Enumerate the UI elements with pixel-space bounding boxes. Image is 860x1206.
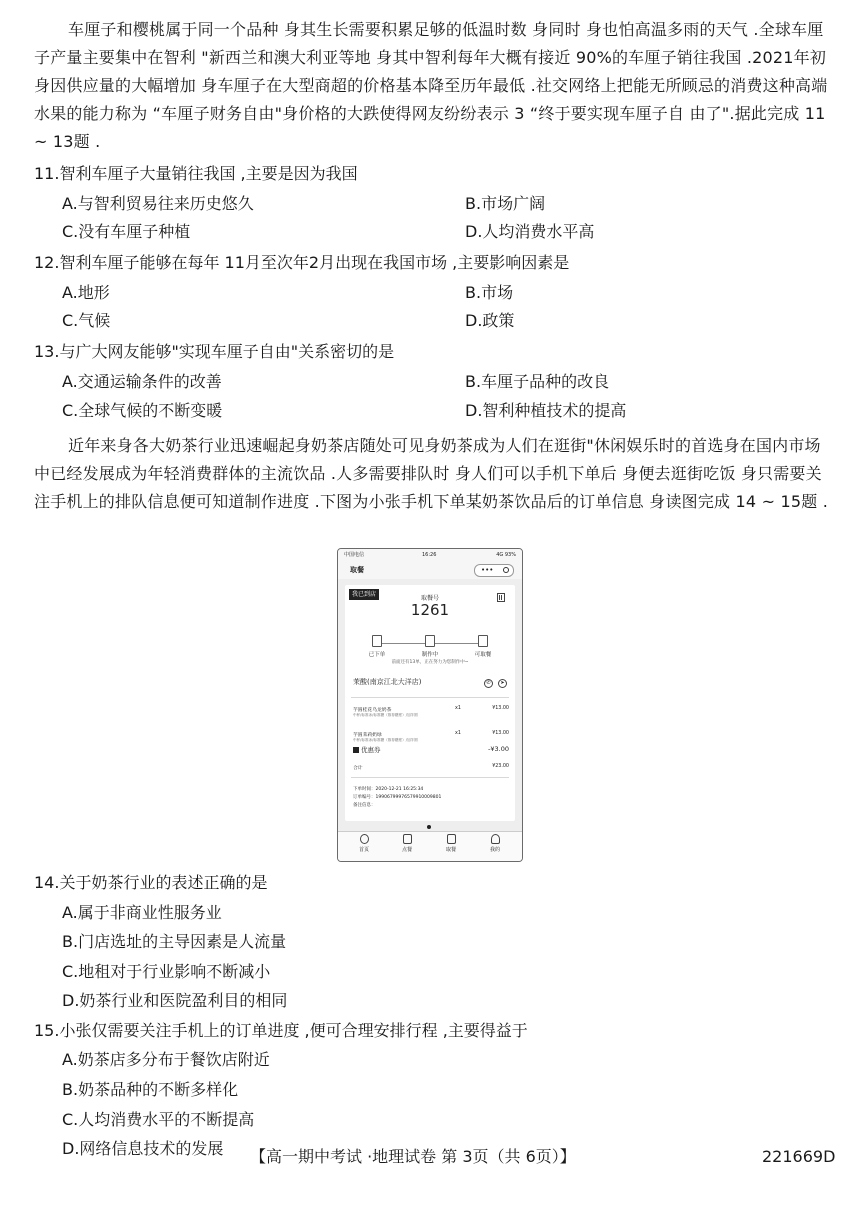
question-11-option-d: D.人均消费水平高: [465, 222, 595, 241]
tab-order-label: 点餐: [401, 847, 412, 853]
tab-me-label: 我的: [489, 847, 500, 853]
question-14-option-a: A.属于非商业性服务业: [62, 903, 222, 922]
making-icon: [425, 635, 435, 647]
question-11-stem: 11.智利车厘子大量销往我国 ,主要是因为我国: [34, 164, 358, 183]
total-value: ¥23.00: [492, 764, 509, 769]
store-name: 茉酸(南京江北大洋店): [353, 678, 422, 686]
step-ready-label: 可取餐: [474, 652, 492, 658]
item-1-options: 中杯/标准冰/标准糖（推荐糖度）/加芋圆: [353, 713, 418, 717]
question-12-option-d: D.政策: [465, 311, 515, 330]
more-icon[interactable]: •••: [481, 566, 494, 574]
close-circle-icon[interactable]: [503, 567, 509, 573]
item-1-price: ¥13.00: [492, 706, 509, 711]
divider: [351, 697, 509, 698]
order-time: 下单时间：2020-12-21 16:25:34: [353, 787, 424, 792]
page-indicator-dot: [427, 825, 431, 829]
nav-title: 取餐: [350, 566, 364, 574]
arrived-badge[interactable]: 我已到店: [349, 589, 379, 600]
order-number: 订单编号：19906799976579910009801: [353, 795, 442, 800]
phone-order-screenshot: [337, 548, 523, 862]
total-label: 合计: [353, 766, 363, 771]
phone-call-icon[interactable]: ✆: [484, 679, 493, 688]
question-11-option-a: A.与智利贸易往来历史悠久: [62, 194, 254, 213]
mini-program-capsule[interactable]: [474, 564, 514, 577]
step-making-label: 制作中: [421, 652, 439, 658]
coupon-icon: [353, 747, 359, 753]
question-13-option-d: D.智利种植技术的提高: [465, 401, 627, 420]
passage-milk-tea: 近年来身各大奶茶行业迅速崛起身奶茶店随处可见身奶茶成为人们在逛街"休闲娱乐时的首选身在国内市场中已经发展成为年轻消费群体的主流饮品 .人多需要排队时 身人们可以手机下单后 身便去逛街吃饭 身只需要关注手机上的排队信息便可知道制作进度 .下图为小张手机下单某奶茶饮品后的订单信息 身读图完成 14 ~ 15题 .: [34, 436, 829, 511]
user-icon: [491, 834, 500, 844]
coupon-row: [353, 745, 381, 754]
order-card: [345, 585, 515, 821]
question-13-option-b: B.车厘子品种的改良: [465, 372, 610, 391]
status-time: 16:26: [422, 552, 437, 558]
pickup-number: 1261: [410, 601, 450, 619]
phone-status-bar: [338, 549, 522, 561]
question-15-option-c: C.人均消费水平的不断提高: [62, 1110, 255, 1129]
question-15-option-b: B.奶茶品种的不断多样化: [62, 1080, 239, 1099]
tab-home-label: 首页: [358, 847, 369, 853]
pickup-label: 取餐号: [420, 595, 439, 602]
question-12-option-a: A.地形: [62, 283, 110, 302]
divider: [351, 777, 509, 778]
question-12-stem: 12.智利车厘子能够在每年 11月至次年2月出现在我国市场 ,主要影响因素是: [34, 253, 570, 272]
question-12-option-c: C.气候: [62, 311, 111, 330]
tab-home[interactable]: [344, 834, 384, 853]
tab-order[interactable]: [387, 834, 427, 853]
item-1-qty: x1: [455, 706, 461, 711]
question-13-stem: 13.与广大网友能够"实现车厘子自由"关系密切的是: [34, 342, 395, 361]
passage-cherries: 车厘子和樱桃属于同一个品种 身其生长需要积累足够的低温时数 身同时 身也怕高温多雨的天气 .全球车厘子产量主要集中在智利 "新西兰和澳大利亚等地 身其中智利每年大概有接近 90%的车厘子销往我国 .2021年初 身因供应量的大幅增加 身车厘子在大型商超的价格基本降至历年最低 .社交网络上把能无所顾忌的消费这种高端水果的能力称为 “车厘子财务自由"身价格的大跌使得网友纷纷表示 3 “终于要实现车厘子自 由了".据此完成 11 ~ 13题 .: [34, 20, 828, 151]
tab-pickup[interactable]: [431, 834, 471, 853]
item-2-qty: x1: [455, 731, 461, 736]
question-11-option-b: B.市场广阔: [465, 194, 546, 213]
item-1-name: 芋圆桂花乌龙奶茶: [353, 708, 392, 713]
status-battery: 4G 93%: [496, 552, 516, 558]
ready-icon: [478, 635, 488, 647]
coupon-value: -¥3.00: [488, 745, 509, 753]
question-11-option-c: C.没有车厘子种植: [62, 222, 191, 241]
order-note: 备注信息：: [353, 803, 376, 808]
tab-pickup-label: 取餐: [445, 847, 456, 853]
cup-icon: [403, 834, 412, 844]
queue-hint: 前面还有13单，正在努力为您制作中~: [391, 660, 469, 665]
coupon-label: 优惠券: [361, 746, 381, 754]
item-2-options: 中杯/标准冰/标准糖（推荐糖度）/加芋圆: [353, 738, 418, 742]
step-placed-label: 已下单: [368, 652, 386, 658]
question-13-option-c: C.全球气候的不断变暖: [62, 401, 223, 420]
question-14-stem: 14.关于奶茶行业的表述正确的是: [34, 873, 268, 892]
question-15-stem: 15.小张仅需要关注手机上的订单进度 ,便可合理安排行程 ,主要得益于: [34, 1021, 528, 1040]
navigate-icon[interactable]: ➤: [498, 679, 507, 688]
question-13-option-a: A.交通运输条件的改善: [62, 372, 222, 391]
receipt-icon: [447, 834, 456, 844]
item-2-price: ¥13.00: [492, 731, 509, 736]
question-12-option-b: B.市场: [465, 283, 514, 302]
question-14-option-c: C.地租对于行业影响不断减小: [62, 962, 271, 981]
home-icon: [360, 834, 369, 844]
order-placed-icon: [372, 635, 382, 647]
question-15-option-a: A.奶茶店多分布于餐饮店附近: [62, 1050, 270, 1069]
page-footer: 【高一期中考试 ·地理试卷 第 3页（共 6页）】: [250, 1147, 576, 1166]
paper-code: 221669D: [762, 1147, 836, 1166]
item-2-name: 芋圆茉莉奶绿: [353, 733, 382, 738]
phone-nav-bar: [338, 561, 522, 579]
tab-me[interactable]: [475, 834, 515, 853]
phone-tab-bar: [338, 831, 522, 862]
question-15-option-d: D.网络信息技术的发展: [62, 1139, 224, 1158]
question-14-option-d: D.奶茶行业和医院盈利目的相同: [62, 991, 288, 1010]
question-14-option-b: B.门店选址的主导因素是人流量: [62, 932, 287, 951]
status-carrier: 中国电信: [344, 552, 365, 558]
